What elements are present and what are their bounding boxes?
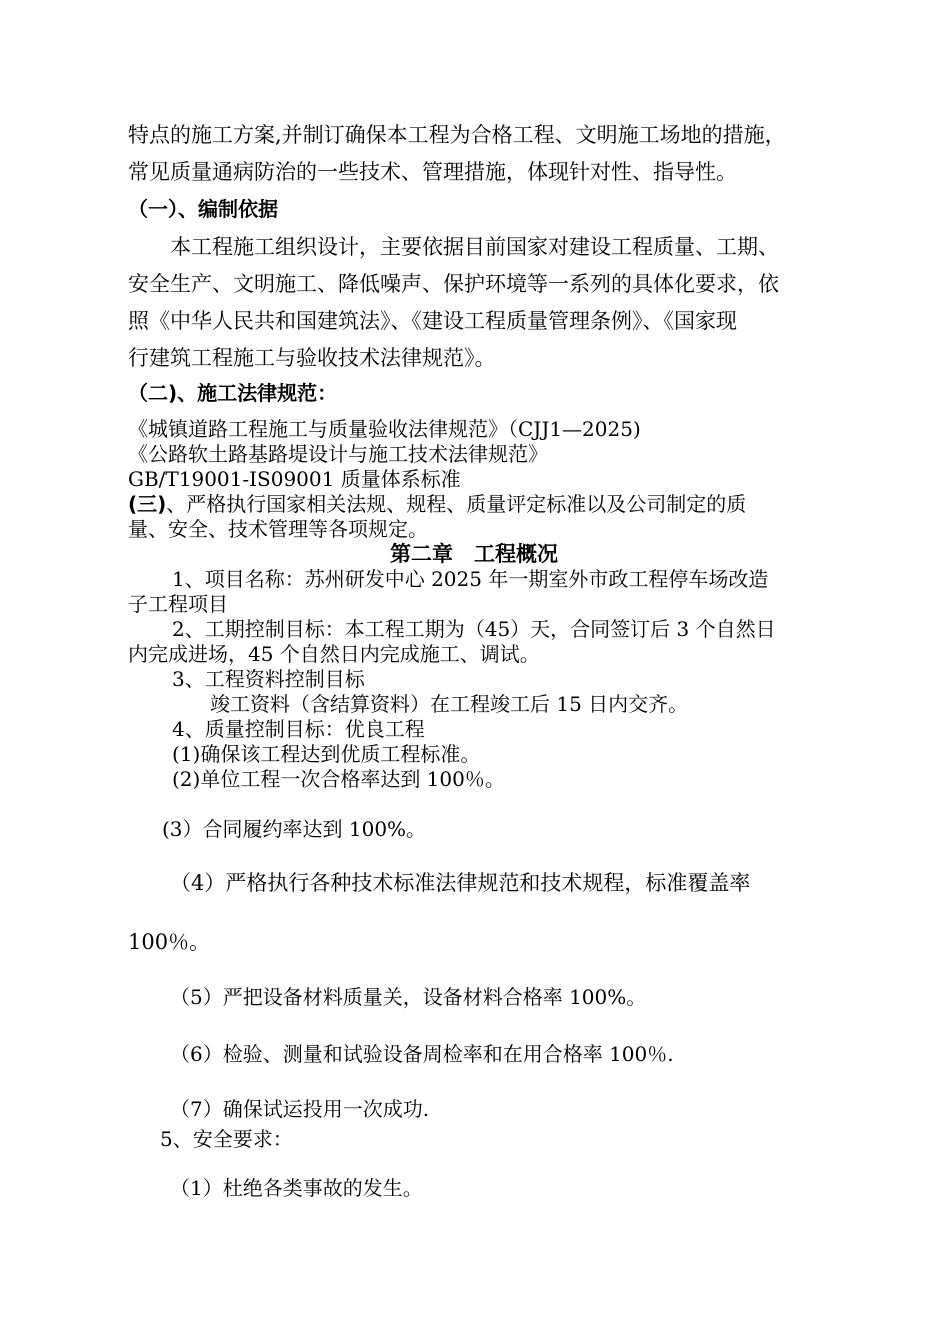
section-heading-2: （二)、施工法律规范：: [128, 381, 338, 405]
list-item: 5、安全要求：: [160, 1127, 293, 1151]
standard-item: 《公路软土路基路堤设计与施工技术法律规范》: [128, 442, 548, 466]
list-item-continuation: 内完成进场，45 个自然日内完成施工、调试。: [128, 642, 540, 666]
paragraph-line: 常见质量通病防治的一些技术、管理措施，体现针对性、指导性。: [128, 160, 737, 184]
section-3-text: 、严格执行国家相关法规、规程、质量评定标准以及公司制定的质: [166, 492, 747, 516]
sub-item: （7）确保试运投用一次成功.: [170, 1097, 430, 1121]
list-item: 3、工程资料控制目标: [172, 667, 365, 691]
list-item: 1、项目名称：苏州研发中心 2025 年一期室外市政工程停车场改造: [172, 567, 769, 591]
paragraph-line: 安全生产、文明施工、降低噪声、保护环境等一系列的具体化要求，依: [128, 272, 779, 296]
list-item-detail: 竣工资料（含结算资料）在工程竣工后 15 日内交齐。: [210, 692, 689, 716]
sub-item-continuation: 100％。: [128, 930, 211, 954]
paragraph-line: 行建筑工程施工与验收技术法律规范》。: [128, 346, 496, 370]
paragraph-line: 照《中华人民共和国建筑法》、《建设工程质量管理条例》、《国家现: [128, 309, 737, 333]
sub-item: （5）严把设备材料质量关，设备材料合格率 100%。: [170, 985, 647, 1009]
sub-item: （1）杜绝各类事故的发生。: [170, 1176, 423, 1200]
paragraph-line: 本工程施工组织设计，主要依据目前国家对建设工程质量、工期、: [170, 235, 779, 259]
list-item-continuation: 子工程项目: [128, 592, 228, 616]
list-item: 4、质量控制目标：优良工程: [172, 717, 425, 741]
section-heading-3-line: [128, 491, 746, 517]
sub-item: (3）合同履约率达到 100%。: [162, 817, 427, 841]
paragraph-line: 量、安全、技术管理等各项规定。: [128, 517, 428, 541]
standard-item: GB/T19001-IS09001 质量体系标准: [128, 467, 461, 491]
sub-item: (1)确保该工程达到优质工程标准。: [172, 742, 481, 766]
section-3-number: (三): [128, 492, 167, 516]
paragraph-line: 特点的施工方案,并制订确保本工程为合格工程、文明施工场地的措施，: [128, 123, 786, 147]
chapter-title: 第二章 工程概况: [390, 542, 558, 566]
standard-item: 《城镇道路工程施工与质量验收法律规范》（CJJ1—2025): [128, 417, 641, 441]
sub-item: （6）检验、测量和试验设备周检率和在用合格率 100％.: [170, 1042, 674, 1066]
sub-item: （4）严格执行各种技术标准法律规范和技术规程，标准覆盖率: [170, 871, 751, 895]
section-heading-1: （一）、编制依据: [128, 197, 278, 221]
sub-item: (2)单位工程一次合格率达到 100％。: [172, 767, 505, 791]
list-item: 2、工期控制目标：本工程工期为（45）天，合同签订后 3 个自然日: [172, 617, 776, 641]
